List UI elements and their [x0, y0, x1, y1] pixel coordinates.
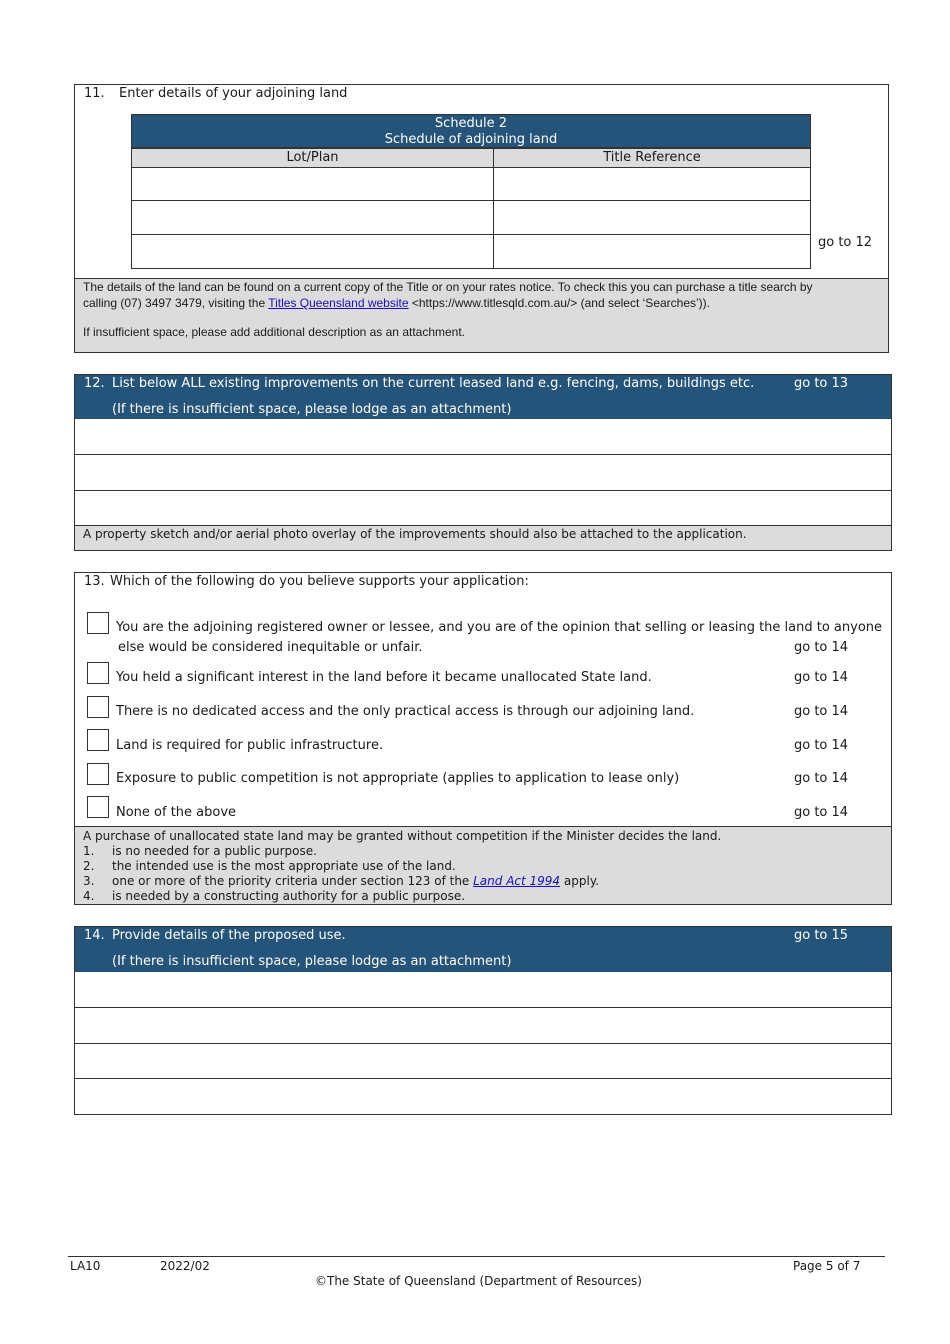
land-act-link[interactable]: Land Act 1994	[473, 874, 561, 888]
q12-subtitle: (If there is insufficient space, please lodge as an attachment)	[112, 402, 512, 417]
schedule-header	[131, 114, 811, 148]
option-significant-interest: You held a significant interest in the land before it became unallocated State land.	[116, 670, 652, 685]
q12-input-1[interactable]	[75, 419, 891, 455]
q12-header	[75, 375, 891, 419]
q14-input-2[interactable]	[75, 1008, 891, 1044]
q11-note	[75, 278, 888, 352]
footer-version: 2022/02	[160, 1259, 210, 1273]
option-none-goto: go to 14	[794, 805, 849, 820]
q13-note-num-2: 2.	[83, 859, 95, 873]
footer-form-code: LA10	[70, 1259, 101, 1273]
q12-number: 12.	[84, 376, 105, 391]
option-checkbox-none[interactable]	[87, 796, 109, 818]
q13-note-text-1: is no needed for a public purpose.	[112, 844, 317, 858]
titles-queensland-link[interactable]: Titles Queensland website	[268, 296, 409, 310]
titleref-input-3[interactable]	[493, 234, 811, 269]
schedule-col-header-titleref	[493, 148, 811, 168]
option-exposure-competition: Exposure to public competition is not appropriate (applies to application to lease only)	[116, 771, 680, 786]
q11-number: 11.	[84, 86, 105, 101]
option-adjoining-owner-line1: You are the adjoining registered owner or lessee, and you are of the opinion that selling or leasing the land to anyone	[116, 620, 883, 635]
q13-section	[74, 572, 892, 905]
footer-rule	[68, 1256, 885, 1257]
q13-title: Which of the following do you believe supports your application:	[110, 574, 529, 589]
q13-note-text-3-pre: one or more of the priority criteria under section 123 of the	[112, 874, 474, 888]
option-checkbox-public-infrastructure[interactable]	[87, 729, 109, 751]
q13-number: 13.	[84, 574, 105, 589]
q12-note	[75, 526, 891, 550]
option-checkbox-significant-interest[interactable]	[87, 662, 109, 684]
q11-title: Enter details of your adjoining land	[119, 86, 348, 101]
footer-page-number: Page 5 of 7	[793, 1259, 861, 1273]
lotplan-input-1[interactable]	[131, 167, 494, 201]
q12-goto: go to 13	[794, 376, 849, 391]
q12-note-text: A property sketch and/or aerial photo overlay of the improvements should also be attached to the application.	[83, 527, 747, 541]
q13-note-text-3	[112, 874, 599, 889]
q12-section	[74, 374, 892, 551]
q11-note-line2-post: <https://www.titlesqld.com.au/> (and select ‘Searches’)).	[408, 296, 710, 310]
option-checkbox-exposure-competition[interactable]	[87, 763, 109, 785]
option-adjoining-owner-line2: else would be considered inequitable or unfair.	[118, 640, 423, 655]
q13-note-text-2: the intended use is the most appropriate use of the land.	[112, 859, 456, 873]
option-no-access: There is no dedicated access and the only practical access is through our adjoining land.	[116, 704, 695, 719]
q11-section	[74, 84, 889, 353]
option-no-access-goto: go to 14	[794, 704, 849, 719]
titleref-input-2[interactable]	[493, 200, 811, 235]
q14-subtitle: (If there is insufficient space, please lodge as an attachment)	[112, 954, 512, 969]
q13-note-num-3: 3.	[83, 874, 95, 888]
option-public-infrastructure-goto: go to 14	[794, 738, 849, 753]
col-title-reference: Title Reference	[603, 150, 701, 165]
schedule-col-header-lotplan	[131, 148, 494, 168]
q13-note-num-4: 4.	[83, 889, 95, 903]
q11-note-line2-pre: calling (07) 3497 3479, visiting the	[83, 296, 269, 310]
col-lotplan: Lot/Plan	[286, 150, 339, 165]
q14-goto: go to 15	[794, 928, 849, 943]
q14-input-3[interactable]	[75, 1044, 891, 1079]
schedule-subtitle: Schedule of adjoining land	[384, 132, 558, 147]
q14-section	[74, 926, 892, 1115]
q11-note-line2	[83, 296, 710, 310]
option-checkbox-adjoining-owner[interactable]	[87, 612, 109, 634]
q14-title: Provide details of the proposed use.	[112, 928, 346, 943]
schedule-title: Schedule 2	[434, 116, 508, 131]
q12-title: List below ALL existing improvements on the current leased land e.g. fencing, dams, buildings etc.	[112, 376, 755, 391]
option-significant-interest-goto: go to 14	[794, 670, 849, 685]
lotplan-input-2[interactable]	[131, 200, 494, 235]
footer-copyright: ©The State of Queensland (Department of Resources)	[315, 1274, 642, 1288]
q11-note-line3: If insufficient space, please add additional description as an attachment.	[83, 325, 466, 339]
q12-input-3[interactable]	[75, 491, 891, 526]
q13-note	[75, 826, 891, 904]
q14-number: 14.	[84, 928, 105, 943]
option-adjoining-owner-goto: go to 14	[794, 640, 849, 655]
lotplan-input-3[interactable]	[131, 234, 494, 269]
titleref-input-1[interactable]	[493, 167, 811, 201]
q13-note-intro: A purchase of unallocated state land may be granted without competition if the Minister decides the land.	[83, 829, 722, 843]
q14-header	[75, 927, 891, 972]
q13-note-text-3-post: apply.	[560, 874, 600, 888]
q14-input-1[interactable]	[75, 972, 891, 1008]
q11-goto: go to 12	[818, 235, 873, 250]
option-public-infrastructure: Land is required for public infrastructure.	[116, 738, 384, 753]
q12-input-2[interactable]	[75, 455, 891, 491]
option-exposure-competition-goto: go to 14	[794, 771, 849, 786]
q14-input-4[interactable]	[75, 1079, 891, 1114]
q13-note-text-4: is needed by a constructing authority for a public purpose.	[112, 889, 466, 903]
q11-note-line1: The details of the land can be found on a current copy of the Title or on your rates notice. To check this you can purchase a title search by	[83, 280, 813, 294]
option-none: None of the above	[116, 805, 237, 820]
option-checkbox-no-access[interactable]	[87, 696, 109, 718]
q13-note-num-1: 1.	[83, 844, 95, 858]
